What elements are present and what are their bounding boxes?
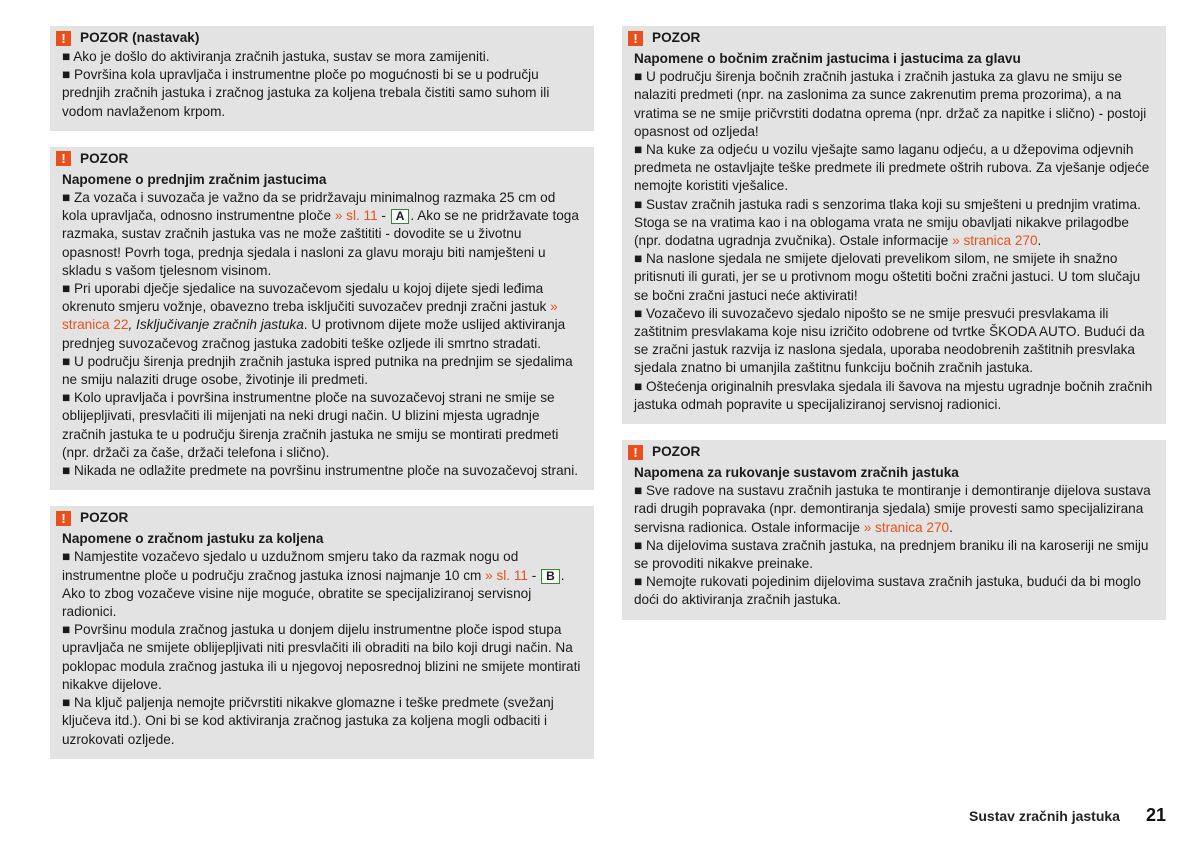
warning-box-front-airbags	[50, 147, 594, 490]
paragraph: ■ Kolo upravljača i površina instrumentne ploče na suvozačevoj strani ne smije se oblijepljivati, presvlačiti ili mijenjati na neki drugi način. U blizini mjesta ugradnje zračnih jastuka te u području širenja zračnih jastuka ne smiju se montirati predmeti (npr. držači za čaše, držači telefona i slično).	[62, 390, 559, 460]
text: ■ Sve radove na sustavu zračnih jastuka te montiranje i demontiranje dijelova sustava radi drugih popravaka (npr. demontiranja sjedala) smije provesti samo specijalizirana servisna radionica. Ostale informacije	[634, 483, 1151, 535]
warning-header	[622, 442, 1166, 462]
left-column	[50, 26, 594, 775]
warning-box-continued	[50, 26, 594, 131]
warning-subtitle: Napomene o prednjim zračnim jastucima	[62, 171, 327, 187]
paragraph: ■ Nikada ne odlažite predmete na površinu instrumentne ploče na suvozačevoj strani.	[62, 463, 578, 479]
paragraph: ■ Na ključ paljenja nemojte pričvrstiti nikakve glomazne i teške predmete (svežanj ključeva itd.). Oni bi se kod aktiviranja zračnog jastuka za koljena mogli odbaciti i uzrokovati ozljede.	[62, 695, 554, 747]
paragraph: ■ U području širenja prednjih zračnih jastuka ispred putnika na prednjim se sjedalima ne smiju nalaziti druge osobe, životinje ili predmeti.	[62, 353, 573, 388]
warning-title: POZOR	[652, 29, 701, 45]
text: .	[949, 519, 953, 535]
text: -	[377, 208, 390, 224]
right-column	[622, 26, 1166, 636]
warning-title: POZOR (nastavak)	[80, 29, 200, 45]
page-number: 21	[1145, 805, 1166, 825]
paragraph: ■ Oštećenja originalnih presvlaka sjedala ili šavova na mjestu ugradnje bočnih zračnih jastuka odmah popravite u specijaliziranoj servisnoj radionici.	[634, 378, 1153, 412]
paragraph: ■ Površinu modula zračnog jastuka u donjem dijelu instrumentne ploče ispod stupa upravljača ne smijete oblijepljivati niti presvlačiti ili obraditi na bilo koji drugi način. Na poklopac modula zračnog jastuka ili u njegovoj neposrednoj blizini ne smijete montirati nikakve dijelove.	[62, 622, 581, 692]
warning-icon: !	[628, 31, 643, 46]
warning-box-knee-airbag	[50, 506, 594, 758]
section-reference: , Isključivanje zračnih jastuka	[128, 317, 304, 333]
warning-subtitle: Napomene o bočnim zračnim jastucima i jastucima za glavu	[634, 51, 1021, 66]
warning-header	[50, 149, 594, 169]
text: .	[1037, 233, 1042, 249]
text: . Ako to zbog vozačeve visine nije moguće, obratite se specijaliziranoj servisnoj radionici.	[62, 567, 565, 620]
paragraph	[634, 196, 1154, 251]
paragraph: ■ Na kuke za odjeću u vozilu vješajte samo laganu odjeću, a u džepovima odjevnih predmeta ne ostavljajte teške predmete ili predmete oštrih rubova. Za vješanje odjeće nemojte koristiti vješalice.	[634, 142, 1150, 194]
page-link[interactable]: » stranica 270	[952, 233, 1038, 249]
text: -	[527, 567, 541, 583]
paragraph: ■ Na dijelovima sustava zračnih jastuka, na prednjem braniku ili na karoseriji ne smiju se provoditi nikakve preinake.	[634, 537, 1149, 572]
text: ■ Za vozača i suvozača je važno da se pridržavaju minimalnog razmaka 25 cm od kola upravljača, odnosno instrumentne ploče	[62, 190, 556, 224]
text: ■ Pri uporabi dječje sjedalice na suvozačevom sjedalu u kojoj dijete sjedi leđima okrenuto smjeru vožnje, obavezno treba isključiti suvozačev prednji zračni jastuk	[62, 281, 551, 315]
figure-link[interactable]: » sl. 11	[334, 208, 378, 224]
warning-title: POZOR	[652, 443, 701, 459]
figure-link[interactable]: » sl. 11	[485, 567, 528, 583]
warning-box-side-airbags	[622, 26, 1166, 424]
text: . Ako se ne pridržavate toga razmaka, sustav zračnih jastuka vas ne može zaštititi - dovodite se u životnu opasnost! Povrh toga, prednja sjedala i nasloni za glavu moraju biti namješteni u skladu s vašom tjelesnom visinom.	[62, 208, 579, 278]
warning-icon: !	[628, 445, 643, 460]
warning-icon: !	[56, 31, 71, 46]
paragraph: ■ Ako je došlo do aktiviranja zračnih jastuka, sustav se mora zamijeniti.	[62, 49, 490, 64]
warning-icon: !	[56, 151, 71, 166]
warning-icon: !	[56, 511, 71, 526]
paragraph	[62, 548, 582, 621]
page-link[interactable]: » stranica 22	[62, 299, 558, 333]
paragraph	[634, 482, 1154, 537]
warning-subtitle: Napomene o zračnom jastuku za koljena	[62, 531, 324, 547]
warning-subtitle: Napomena za rukovanje sustavom zračnih jastuka	[634, 465, 959, 481]
figure-letter-badge: B	[541, 569, 560, 584]
chapter-title: Sustav zračnih jastuka	[969, 808, 1120, 824]
page-footer	[969, 805, 1166, 826]
paragraph	[62, 189, 582, 280]
warning-title: POZOR	[80, 150, 129, 166]
text: ■ Namjestite vozačevo sjedalo u uzdužnom smjeru tako da razmak nogu od instrumentne ploče u području zračnog jastuka iznosi najmanje 10 cm	[62, 549, 519, 583]
text: . U protivnom dijete može uslijed aktiviranja prednjeg suvozačevog zračnog jastuka zadobiti teške ozljede ili smrtno stradati.	[62, 317, 566, 351]
paragraph: ■ Vozačevo ili suvozačevo sjedalo nipošto se ne smije presvući presvlakama ili zaštitnim presvlakama koje nisu izričito odobrene od tvrtke ŠKODA AUTO. Budući da se zračni jastuk razvija iz naslona sjedala, uporaba neodobrenih zaštitnih presvlaka sjedala znatno bi umanjila zaštitnu funkciju bočnih zračnih jastuka.	[634, 305, 1145, 376]
text: ■ Sustav zračnih jastuka radi s senzorima tlaka koji su smješteni u prednjim vratima. Stoga se na vratima kao i na oblogama vrata ne smiju obavljati nikakve prilagodbe (npr. dodatna ugradnja zvučnika). Ostale informacije	[634, 196, 1141, 249]
paragraph	[62, 280, 582, 353]
paragraph: ■ U području širenja bočnih zračnih jastuka i zračnih jastuka za glavu ne smiju se nalaziti predmeti (npr. na zaslonima za sunce zakrenutim prema prozorima), a na vratima se ne smije pričvrstiti dodatna oprema (npr. držač za napitke i slično) - postoji opasnost od ozljeda!	[634, 69, 1147, 139]
warning-box-airbag-handling	[622, 440, 1166, 620]
warning-header	[50, 28, 594, 48]
figure-letter-badge: A	[391, 209, 410, 224]
paragraph: ■ Na naslone sjedala ne smijete djelovati prevelikom silom, ne smijete ih snažno pritisnuti ili gurati, jer se u protivnom mogu oštetiti bočni zračni jastuci. U tom slučaju se bočni zračni jastuci neće aktivirati!	[634, 251, 1141, 303]
warning-header	[50, 508, 594, 528]
paragraph: ■ Nemojte rukovati pojedinim dijelovima sustava zračnih jastuka, budući da bi moglo doći do aktiviranja zračnih jastuka.	[634, 574, 1141, 608]
page-link[interactable]: » stranica 270	[863, 519, 950, 535]
paragraph: ■ Površina kola upravljača i instrumentne ploče po mogućnosti bi se u području prednjih zračnih jastuka i zračnog jastuka za koljena trebala čistiti samo suhom ili vodom navlaženom krpom.	[62, 67, 550, 119]
warning-title: POZOR	[80, 510, 129, 526]
warning-header	[622, 28, 1166, 48]
